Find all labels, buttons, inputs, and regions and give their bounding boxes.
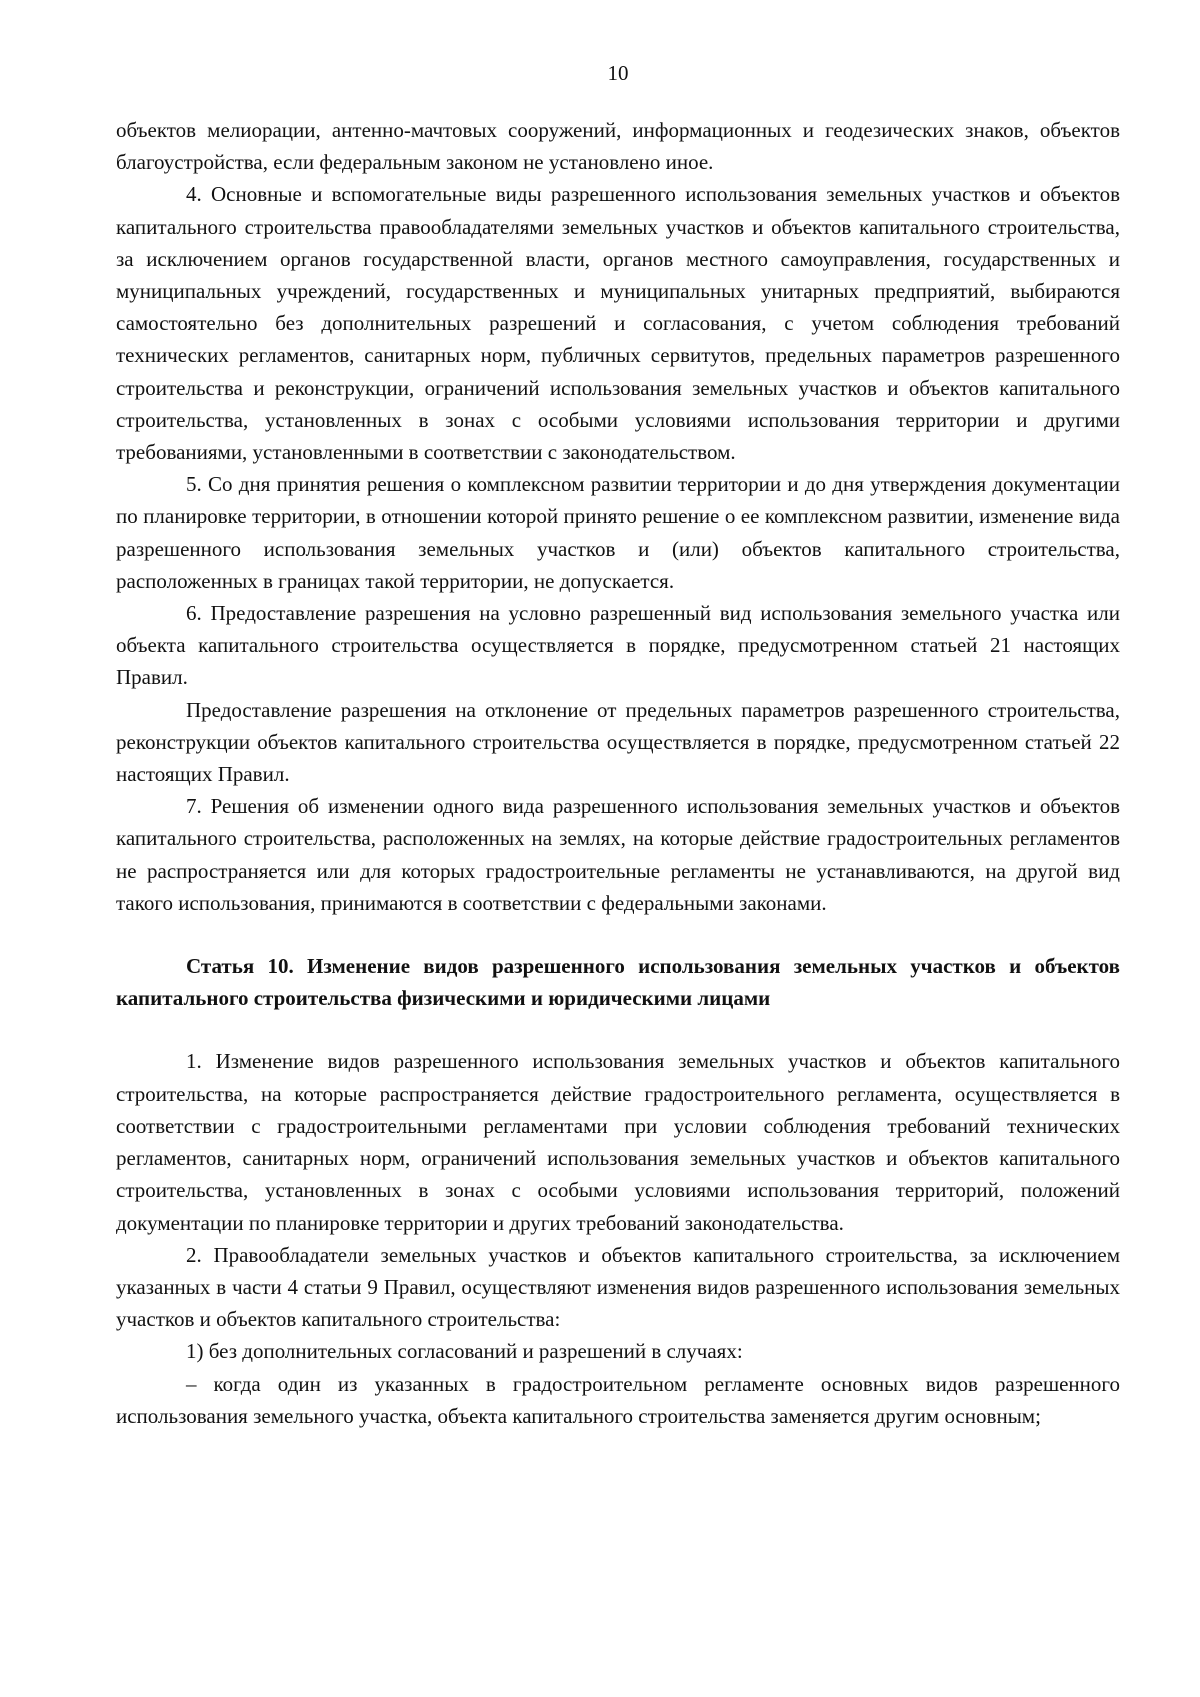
spacer (116, 919, 1120, 950)
article-heading: Статья 10. Изменение видов разрешенного использования земельных участков и объектов капитального строительства физическими и юридическими лицами (116, 954, 1120, 1011)
paragraph-item-5: 5. Со дня принятия решения о комплексном развитии территории и до дня утверждения документации по планировке территории, в отношении которой принято решение о ее комплексном развитии, изменение вида разрешенного использования земельных участков и (или) объектов капитального строительства, расположенных в границах такой территории, не допускается. (116, 472, 1120, 593)
page-number: 10 (607, 61, 629, 85)
paragraph-article10-item-1: 1. Изменение видов разрешенного использования земельных участков и объектов капитального строительства, на которые распространяется действие градостроительного регламента, осуществляется в соответствии с градостроительными регламентами при условии соблюдения требований технических регламентов, санитарных норм, ограничений использования земельных участков и объектов капитального строительства, установленных в зонах с особыми условиями использования территорий, положений документации по планировке территории и других требований законодательства. (116, 1049, 1120, 1235)
paragraph-item-6: 6. Предоставление разрешения на условно разрешенный вид использования земельного участка или объекта капитального строительства осуществляется в порядке, предусмотренном статьей 21 настоящих Правил. (116, 601, 1120, 690)
list-item-1: 1) без дополнительных согласований и разрешений в случаях: (186, 1339, 743, 1364)
paragraph-item-4: 4. Основные и вспомогательные виды разрешенного использования земельных участков и объектов капитального строительства правообладателями земельных участков и объектов капитального строительства, за исключением органов государственной власти, органов местного самоуправления, государственных и муниципальных учреждений, государственных и муниципальных унитарных предприятий, выбираются самостоятельно без дополнительных разрешений и согласования, с учетом соблюдения требований технических регламентов, санитарных норм, публичных сервитутов, предельных параметров разрешенного строительства и реконструкции, ограничений использования земельных участков и объектов капитального строительства, установленных в зонах с особыми условиями использования территории и другими требованиями, установленными в соответствии с законодательством. (116, 182, 1120, 465)
paragraph-item-6-deviation: Предоставление разрешения на отклонение от предельных параметров разрешенного строительства, реконструкции объектов капитального строительства осуществляется в порядке, предусмотренном статьей 22 настоящих Правил. (116, 697, 1120, 787)
list-dash-item: – когда один из указанных в градостроительном регламенте основных видов разрешенного использования земельного участка, объекта капитального строительства заменяется другим основным; (116, 1371, 1120, 1428)
paragraph-article10-item-2: 2. Правообладатели земельных участков и объектов капитального строительства, за исключением указанных в части 4 статьи 9 Правил, осуществляют изменения видов разрешенного использования земельных участков и объектов капитального строительства: (116, 1242, 1120, 1332)
document-body (116, 114, 1120, 1432)
paragraph-continuation: объектов мелиорации, антенно-мачтовых сооружений, информационных и геодезических знаков, объектов благоустройства, если федеральным законом не установлено иное. (116, 118, 1120, 175)
spacer (116, 1014, 1120, 1045)
paragraph-item-7: 7. Решения об изменении одного вида разрешенного использования земельных участков и объектов капитального строительства, расположенных на землях, на которые действие градостроительных регламентов не распространяется или для которых градостроительные регламенты не устанавливаются, на другой вид такого использования, принимаются в соответствии с федеральными законами. (116, 794, 1120, 915)
